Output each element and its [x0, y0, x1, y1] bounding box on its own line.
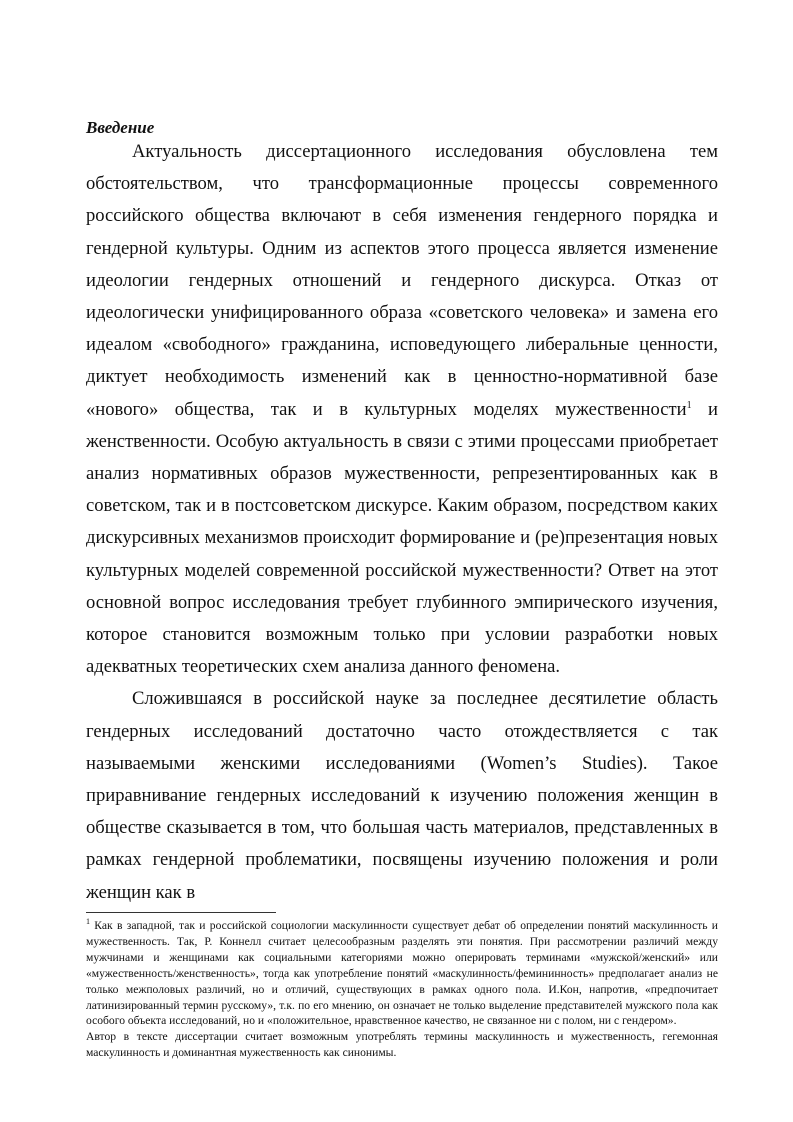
paragraph-2: Сложившаяся в российской науке за последнее десятилетие область гендерных исследований достаточно часто отождествляется с так называемыми женскими исследованиями (Women’s Studies). Такое приравнивание гендерных исследований к изучению положения женщин в обществе сказывается в том, что большая часть материалов, представленных в рамках гендерной проблематики, посвящены изучению положения и роли женщин как в: [86, 688, 718, 903]
footnote-1: [86, 918, 718, 1029]
footnote-separator: [86, 912, 276, 913]
footnote-1-text: Как в западной, так и российской социологии маскулинности существует дебат об определении понятий маскулинность и мужественность. Так, Р. Коннелл считает целесообразным разделять эти понятия. При рассмотрении различий между мужчинами и женщинами как социальными категориями можно оперировать терминами «мужской/женский» или «мужественность/женственность», тогда как употребление понятий «маскулинность/фемининность» предполагает анализ не только межполовых различий, но и отличий, существующих в рамках одного пола. И.Кон, напротив, «предпочитает латинизированный термин русскому», т.к. по его мнению, он означает не только выделение представителей мужского пола как особого объекта исследований, но и «положительное, нравственное качество, не связанное ни с полом, ни с гендером».: [86, 919, 718, 1028]
footnote-block: [86, 918, 718, 1061]
section-heading: Введение: [86, 118, 155, 137]
footnote-1-continuation: Автор в тексте диссертации считает возможным употреблять термины маскулинность и мужественность, гегемонная маскулинность и доминантная мужественность как синонимы.: [86, 1030, 718, 1060]
paragraph-1-part-b: и женственности. Особую актуальность в связи с этими процессами приобретает анализ нормативных образов мужественности, репрезентированных как в советском, так и в постсоветском дискурсе. Каким образом, посредством каких дискурсивных механизмов происходит формирование и (ре)презентация новых культурных моделей современной российской мужественности? Ответ на этот основной вопрос исследования требует глубинного эмпирического изучения, которое становится возможным только при условии разработки новых адекватных теоретических схем анализа данного феномена.: [86, 398, 718, 678]
main-text: [86, 136, 718, 909]
footnote-reference[interactable]: 1: [686, 399, 692, 411]
paragraph-1: [86, 136, 718, 683]
paragraph-1-part-a: Актуальность диссертационного исследования обусловлена тем обстоятельством, что трансформационные процессы современного российского общества включают в себя изменения гендерного порядка и гендерной культуры. Одним из аспектов этого процесса является изменение идеологии гендерных отношений и гендерного дискурса. Отказ от идеологически унифицированного образа «советского человека» и замена его идеалом «свободного» гражданина, исповедующего либеральные ценности, диктует необходимость изменений как в ценностно-нормативной базе «нового» общества, так и в культурных моделях мужественности: [86, 141, 718, 420]
footnote-marker: 1: [86, 917, 90, 927]
